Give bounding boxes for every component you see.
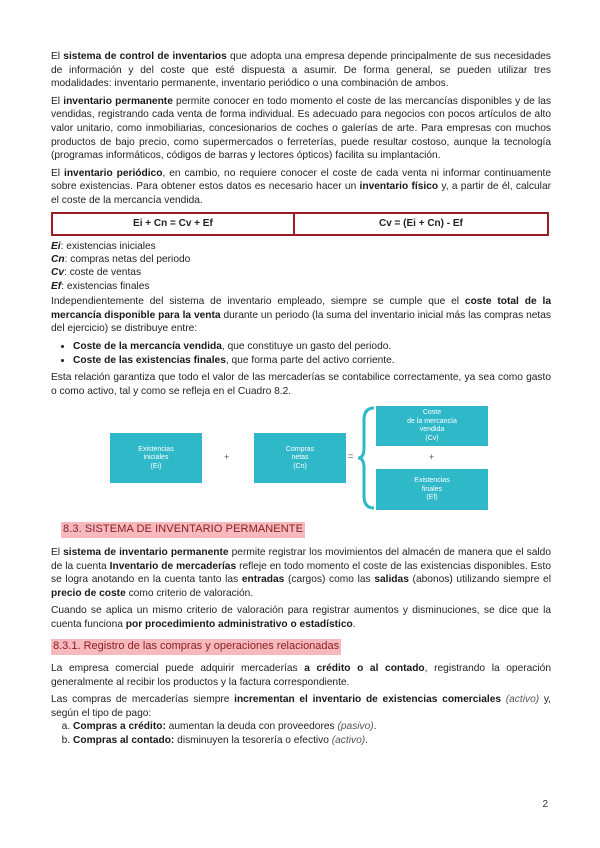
definition-list [51,240,551,294]
section-8-3-1-paragraph-1: La empresa comercial puede adquirir mercaderías a crédito o al contado, registrando la operación generalmente al recibir los productos y la factura correspondiente. [51,663,551,688]
section-heading-8-3-1: 8.3.1. Registro de las compras y operaciones relacionadas [51,639,341,655]
definition-item: Ei: existencias iniciales [51,240,156,252]
intro-paragraph-3: El inventario periódico, en cambio, no requiere conocer el coste de cada venta ni informar continuamente sobre existencias. Para obtener estos datos es necesario hacer un inventario físico y, a partir de él, calcular el coste de la mercancía vendida. [51,167,552,206]
section-8-3-paragraph-1: El sistema de inventario permanente permite registrar los movimientos del almacén de manera que el saldo de la cuenta Inventario de mercaderías refleje en todo momento el coste de las existencias disponibles. Esto se logra anotando en la cuenta tanto las entradas (cargos) como las salidas (abonos) utilizando siempre el precio de coste como criterio de valoración. [51,546,551,599]
list-item: • Coste de la mercancía vendida, que constituye un gasto del periodo. [73,340,551,354]
formula-right: Cv = (Ei + Cn) - Ef [294,213,548,235]
intro-paragraph-2: El inventario permanente permite conocer en todo momento el coste de las mercancías disponibles y de las vendidas, registrando cada venta de forma individual. Es adecuado para negocios con pocos artículos de alto valor unitario, como inmobiliarias, concesionarios de coches o galerías de arte. Para empresas con muchos productos de bajo precio, como supermercados o ferreterías, puede resultar costoso, aunque la tecnología (programas informáticos, códigos de barras y lectores ópticos) facilita su implantación. [51,95,551,162]
list-item: • Coste de las existencias finales, que forma parte del activo corriente. [73,354,551,368]
page-content [51,50,551,748]
diagram-box-existencias-finales: Existencias finales (Ef) [376,469,488,510]
cuadro-8-2-diagram [51,406,551,510]
diagram-plus-sign: + [224,452,230,463]
relation-paragraph-2: Esta relación garantiza que todo el valor de las mercaderías se contabilice correctamente, ya sea como gasto o como activo, tal y como se refleja en el Cuadro 8.2. [51,372,551,397]
formula-left: Ei + Cn = Cv + Ef [52,213,294,235]
definition-item: Cv: coste de ventas [51,267,142,279]
list-item: b. Compras al contado: disminuyen la tesorería o efectivo (activo). [73,734,551,748]
section-8-3-paragraph-2: Cuando se aplica un mismo criterio de valoración para registrar aumentos y disminuciones, se dice que la cuenta funciona por procedimiento administrativo o estadístico. [51,605,551,630]
page-number: 2 [542,799,548,810]
list-item: a. Compras a crédito: aumentan la deuda con proveedores (pasivo). [73,720,551,734]
diagram-equals-sign: = [348,451,354,462]
relation-paragraph: Independientemente del sistema de inventario empleado, siempre se cumple que el coste total de la mercancía disponible para la venta durante un periodo (la suma del inventario inicial más las compras netas del ejercicio) se distribuye entre: [51,296,551,335]
section-heading-8-3: 8.3. SISTEMA DE INVENTARIO PERMANENTE [61,522,305,538]
purchase-types-list [51,720,551,747]
intro-paragraph-1: El sistema de control de inventarios que adopta una empresa depende principalmente de sus necesidades de información y del coste que esté dispuesta a asumir. De forma general, se pueden utilizar tres modalidades: inventario permanente, inventario periódico o una combinación de ambos. [51,51,552,90]
section-8-3-1-paragraph-2: Las compras de mercaderías siempre incrementan el inventario de existencias comerciales (activo) y, según el tipo de pago: [51,694,552,719]
diagram-box-existencias-iniciales: Existencias iniciales (Ei) [110,433,202,483]
relation-bullets [51,340,551,367]
formula-table [51,212,549,236]
diagram-plus-sign: + [429,452,435,463]
definition-item: Cn: compras netas del periodo [51,253,191,265]
definition-item: Ef: existencias finales [51,280,150,292]
diagram-box-compras-netas: Compras netas (Cn) [254,433,346,483]
diagram-box-coste-ventas: Coste de la mercancía vendida (Cv) [376,406,488,446]
diagram-brace [356,406,378,510]
